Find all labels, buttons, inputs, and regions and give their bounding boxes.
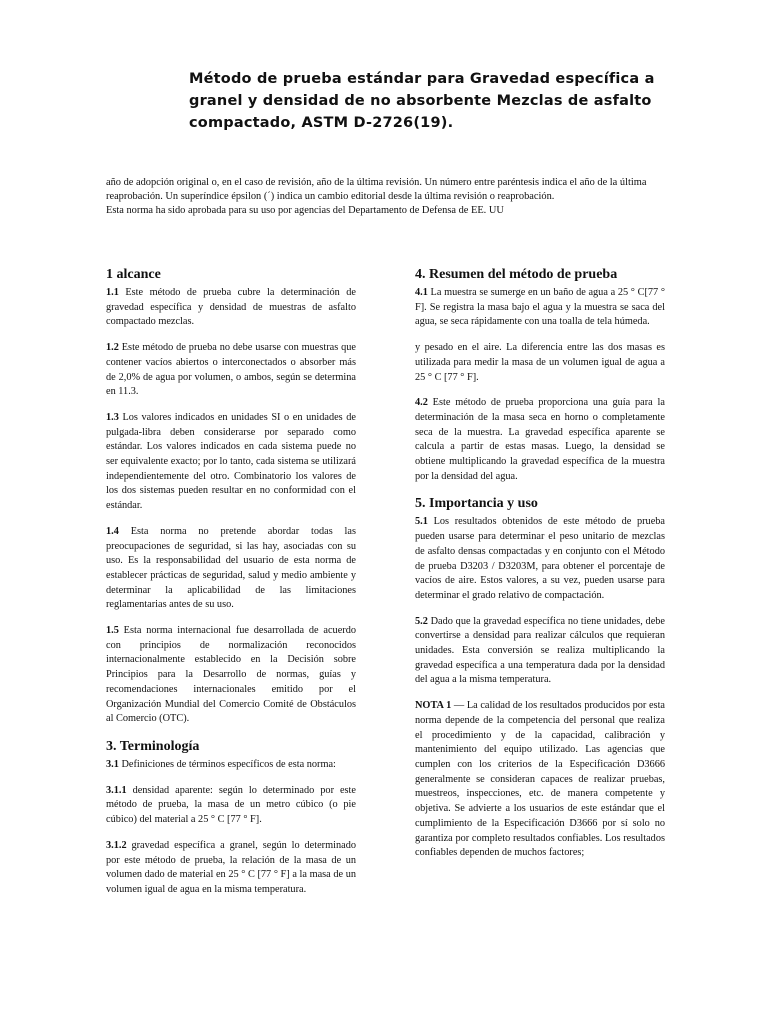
paragraph-number: 3.1.1	[106, 784, 127, 796]
paragraph-text: Los valores indicados en unidades SI o en unidades de pulgada-libra deben considerarse por separado como estándar. Los valores indicados en cada sistema puede no ser equivalente exacto; por lo tanto, cada sistema se utilizará independientemente del otro. Combinatorio los valores de los dos sistemas pueden resultar en no conformidad con el estándar.	[106, 411, 356, 512]
paragraph-text: Este método de prueba proporciona una guía para la determinación de la masa seca en horno o completamente seca de la muestra. La gravedad específica aparente se calcula a partir de estas masas. Luego, la densidad se obtiene multiplicando la gravedad específica de la muestra por la densidad del agua.	[415, 397, 665, 482]
paragraph-text: Este método de prueba cubre la determinación de gravedad específica y densidad de muestras de asfalto compactado mezclas.	[106, 287, 356, 328]
paragraph	[415, 396, 665, 484]
paragraph	[106, 525, 356, 613]
paragraph-text: — La calidad de los resultados producidos por esta norma depende de la competencia del personal que realiza el procedimiento y de la capacidad, calibración y mantenimiento del equipo utilizado. Las agencias que cumplen con los criterios de la Especificación D3666 generalmente se consideran capaces de realizar pruebas, muestreos, inspecciones, etc. de manera competente y objetiva. Se advierte a los usuarios de este estándar que el cumplimiento de la Especificación D3666 por sí solo no garantiza por completo resultados confiables. Los resultados confiables dependen de muchos factores;	[415, 700, 665, 859]
paragraph-number: 4.2	[415, 397, 428, 409]
paragraph-number: 1.1	[106, 287, 119, 298]
section-heading: 4. Resumen del método de prueba	[415, 267, 618, 282]
paragraph	[106, 839, 356, 898]
paragraph	[415, 341, 665, 385]
paragraph	[106, 784, 356, 828]
paragraph	[106, 341, 356, 400]
paragraph-number: 1.2	[106, 342, 119, 354]
paragraph-text: gravedad específica a granel, según lo determinado por este método de prueba, la relación de la masa de un volumen dado de material en 25 ° C [77 ° F] a la masa de un volumen igual de agua en la misma temperatura.	[106, 839, 356, 895]
paragraph-text: Este método de prueba no debe usarse con muestras que contener vacíos abiertos o interconectados o absorber más de 2,0% de agua por volumen, o ambos, según se determina en 11.3.	[106, 342, 356, 398]
paragraph-text: Esta norma internacional fue desarrollada de acuerdo con principios de normalización reconocidos internacionalmente establecido en la Decisión sobre Principios para la Desarrollo de normas, guías y recomendaciones internacionales emitido por el Organización Mundial del Comercio Comité de Obstáculos al Comercio (OTC).	[106, 625, 356, 725]
section-summary	[415, 266, 665, 484]
section-terminology	[106, 738, 356, 898]
intro-block	[106, 176, 676, 219]
paragraph-number: 1.3	[106, 411, 119, 423]
paragraph-number: 3.1.2	[106, 839, 127, 851]
section-heading: 1 alcance	[106, 267, 161, 282]
paragraph-text: La muestra se sumerge en un baño de agua a 25 ° C[77 ° F]. Se registra la masa bajo el agua y la muestra se saca del agua, se seca rápidamente con una toalla de tela húmeda.	[415, 287, 665, 328]
paragraph	[106, 286, 356, 330]
paragraph-number: 1.4	[106, 525, 119, 537]
document-title: Método de prueba estándar para Gravedad específica a granel y densidad de no absorbente Mezclas de asfalto compactado, ASTM D-2726(19).	[189, 71, 655, 131]
section-significance	[415, 495, 665, 860]
paragraph-number: 3.1	[106, 758, 119, 770]
paragraph-text: Los resultados obtenidos de este método de prueba pueden usarse para determinar el peso unitario de mezclas de asfalto densas compactadas y en conjunto con el Método de prueba D3203 / D3203M, para obtener el porcentaje de vacíos de aire. Estos valores, a su vez, pueden usarse para determinar el grado relativo de compactación.	[415, 516, 665, 601]
paragraph-number: 5.1	[415, 516, 428, 528]
note-paragraph	[415, 699, 665, 861]
section-scope	[106, 266, 356, 727]
paragraph-text: Definiciones de términos específicos de esta norma:	[118, 758, 336, 770]
paragraph-text: y pesado en el aire. La diferencia entre las dos masas es utilizada para medir la masa de un volumen igual de agua a 25 ° C [77 ° F].	[415, 342, 665, 383]
paragraph	[106, 624, 356, 727]
paragraph	[415, 615, 665, 689]
left-column	[106, 266, 356, 909]
paragraph-number: 1.5	[106, 625, 119, 637]
paragraph-number: 5.2	[415, 615, 428, 627]
section-heading: 5. Importancia y uso	[415, 496, 538, 512]
intro-paragraph: Esta norma ha sido aprobada para su uso por agencias del Departamento de Defensa de EE. UU	[106, 205, 504, 217]
paragraph-text: Dado que la gravedad específica no tiene unidades, debe convertirse a densidad para realizar cálculos que requieran unidades. Esta conversión se realiza multiplicando la gravedad específica a una temperatura dada por la densidad del agua a la misma temperatura.	[415, 615, 665, 686]
paragraph	[106, 758, 356, 773]
paragraph	[415, 286, 665, 330]
paragraph-text: densidad aparente: según lo determinado por este método de prueba, la masa de un metro cúbico (o pie cúbico) del material a 25 ° C [77 ° F].	[106, 784, 356, 826]
note-label: NOTA 1	[415, 700, 452, 712]
section-heading: 3. Terminología	[106, 738, 200, 754]
paragraph-number: 4.1	[415, 287, 428, 298]
intro-paragraph: año de adopción original o, en el caso de revisión, año de la última revisión. Un número entre paréntesis indica el año de la última reaprobación. Un superíndice épsilon (´) indica un cambio editorial desde la última revisión o reaprobación.	[106, 177, 647, 203]
right-column	[415, 266, 665, 872]
paragraph-text: Esta norma no pretende abordar todas las preocupaciones de seguridad, si las hay, asociadas con su uso. Es la responsabilidad del usuario de esta norma de establecer prácticas de seguridad, salud y medio ambiente y determinar la aplicabilidad de las limitaciones reglamentarias antes de su uso.	[106, 525, 356, 611]
paragraph	[106, 411, 356, 514]
paragraph	[415, 515, 665, 603]
